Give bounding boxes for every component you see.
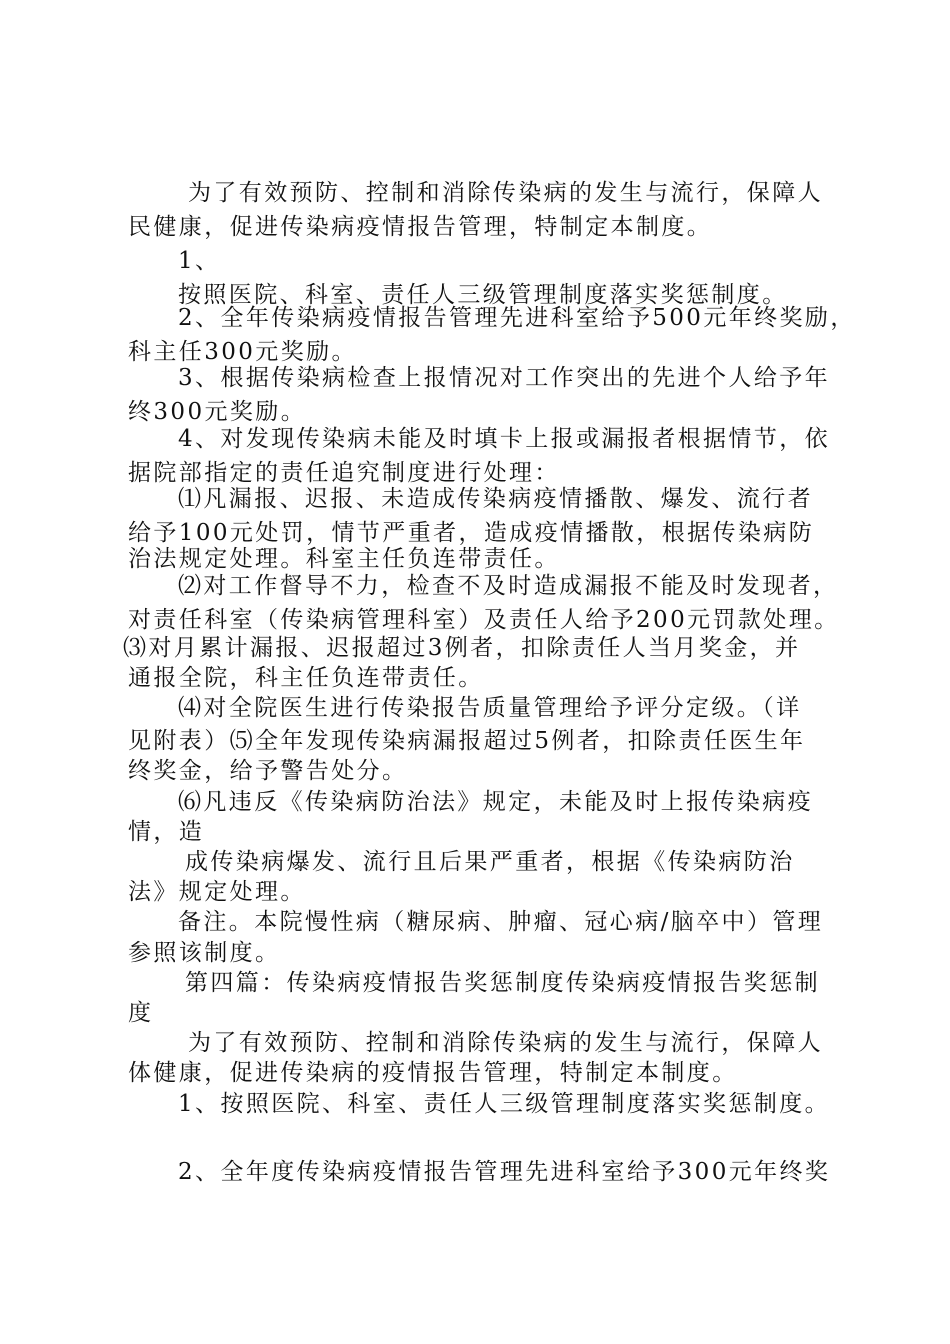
paragraph-line: 科主任300元奖励。 <box>128 339 357 365</box>
paragraph-line: ⑵对工作督导不力，检查不及时造成漏报不能及时发现者， <box>178 573 839 599</box>
paragraph-line: 按照医院、科室、责任人三级管理制度落实奖惩制度。 <box>178 282 788 308</box>
paragraph-line: 据院部指定的责任追究制度进行处理： <box>128 460 560 486</box>
section-heading: 度 <box>128 1000 154 1026</box>
paragraph-line: 法》规定处理。 <box>128 879 306 905</box>
paragraph-line: 备注。本院慢性病（糖尿病、肿瘤、冠心病/脑卒中）管理 <box>178 909 824 935</box>
paragraph-line: 成传染病爆发、流行且后果严重者，根据《传染病防治 <box>185 849 795 875</box>
paragraph-line: 情，造 <box>128 819 205 845</box>
paragraph-line: 4、对发现传染病未能及时填卡上报或漏报者根据情节，依 <box>178 426 831 452</box>
paragraph-line: 1、 <box>178 248 221 274</box>
paragraph-line: 见附表）⑸全年发现传染病漏报超过5例者，扣除责任医生年 <box>128 728 806 754</box>
paragraph-line: ⑹凡违反《传染病防治法》规定，未能及时上报传染病疫 <box>178 789 813 815</box>
paragraph-line: 治法规定处理。科室主任负连带责任。 <box>128 546 560 572</box>
paragraph-line: 2、全年度传染病疫情报告管理先进科室给予300元年终奖 <box>178 1159 831 1185</box>
paragraph-line: 对责任科室（传染病管理科室）及责任人给予200元罚款处理。 <box>128 607 840 633</box>
paragraph-line: ⑷对全院医生进行传染报告质量管理给予评分定级。（详 <box>178 695 802 721</box>
paragraph-line: 为了有效预防、控制和消除传染病的发生与流行，保障人 <box>188 1030 823 1056</box>
paragraph-line: 为了有效预防、控制和消除传染病的发生与流行，保障人 <box>188 180 823 206</box>
paragraph-line: 体健康，促进传染病的疫情报告管理，特制定本制度。 <box>128 1060 738 1086</box>
paragraph-line: 参照该制度。 <box>128 940 281 966</box>
paragraph-line: 给予100元处罚，情节严重者，造成疫情播散，根据传染病防 <box>128 520 815 546</box>
paragraph-line: 3、根据传染病检查上报情况对工作突出的先进个人给予年 <box>178 365 831 391</box>
paragraph-line: 2、全年传染病疫情报告管理先进科室给予500元年终奖励， <box>178 305 856 331</box>
paragraph-line: ⑴凡漏报、迟报、未造成传染病疫情播散、爆发、流行者 <box>178 486 813 512</box>
paragraph-line: 终300元奖励。 <box>128 399 307 425</box>
section-heading: 第四篇：传染病疫情报告奖惩制度传染病疫情报告奖惩制 <box>185 970 820 996</box>
paragraph-line: 终奖金，给予警告处分。 <box>128 758 408 784</box>
paragraph-line: 通报全院，科主任负连带责任。 <box>128 665 484 691</box>
paragraph-line: 1、按照医院、科室、责任人三级管理制度落实奖惩制度。 <box>178 1091 831 1117</box>
paragraph-line: 民健康，促进传染病疫情报告管理，特制定本制度。 <box>128 214 713 240</box>
paragraph-line: ⑶对月累计漏报、迟报超过3例者，扣除责任人当月奖金，并 <box>123 635 801 661</box>
